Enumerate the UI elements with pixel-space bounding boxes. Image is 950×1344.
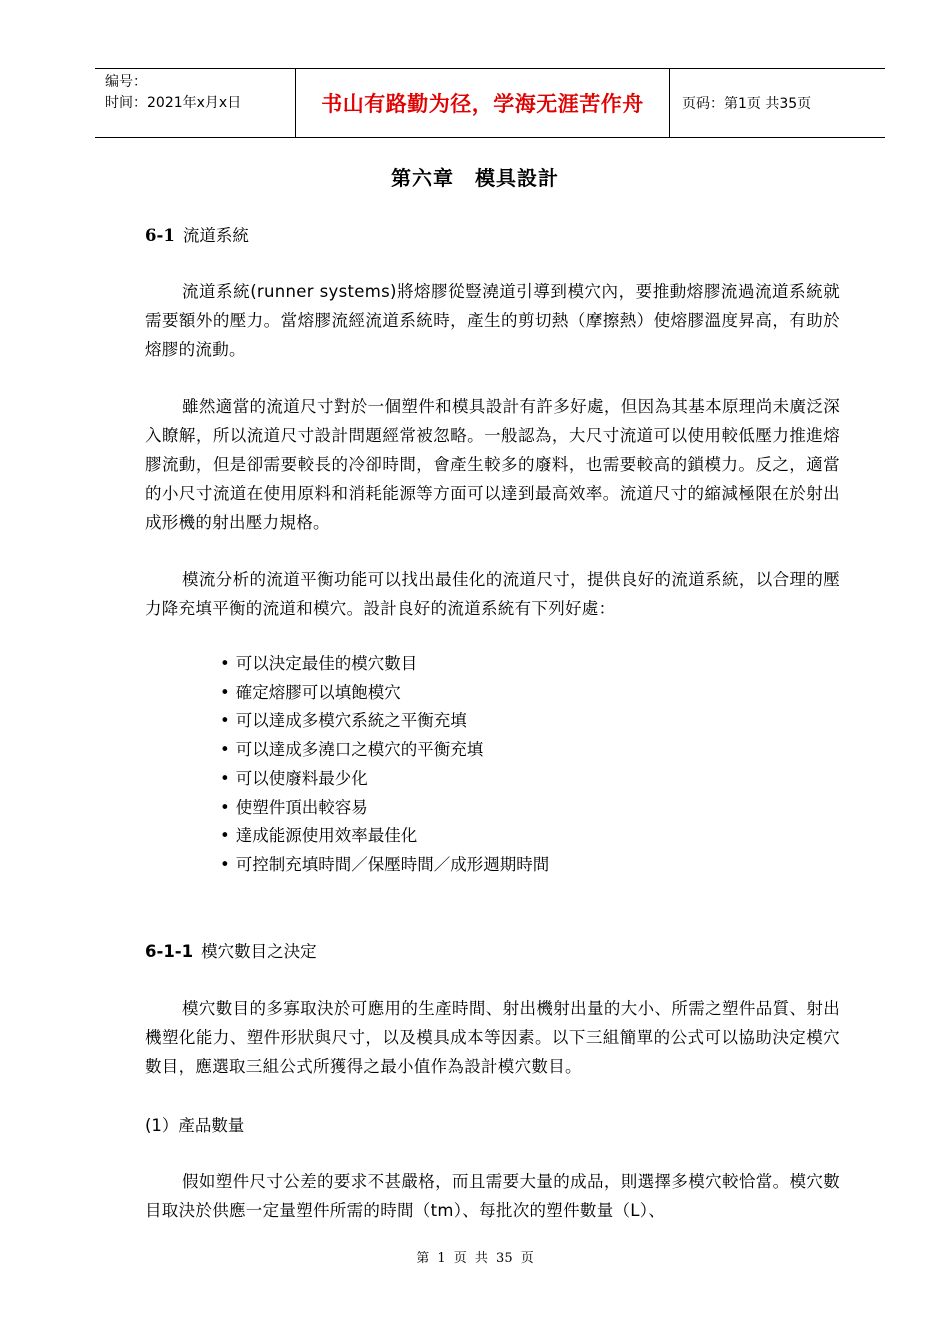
- paragraph-2: 雖然適當的流道尺寸對於一個塑件和模具設計有許多好處，但因為其基本原理尚未廣泛深入瞭解，所以流道尺寸設計問題經常被忽略。一般認為，大尺寸流道可以使用較低壓力推進熔膠流動，但是卻需要較長的冷卻時間，會產生較多的廢料，也需要較高的鎖模力。反之，適當的小尺寸流道在使用原料和消耗能源等方面可以達到最高效率。流道尺寸的縮減極限在於射出成形機的射出壓力規格。: [145, 397, 840, 532]
- section-number: 6-1-1: [145, 942, 194, 961]
- subheading-product-quantity: (1）產品數量: [145, 1116, 245, 1135]
- benefits-list: [220, 650, 549, 880]
- serial-label: 编号：: [105, 74, 147, 90]
- section-title: 模穴數目之決定: [201, 942, 317, 961]
- list-item: • 達成能源使用效率最佳化: [220, 822, 549, 851]
- list-item: • 可控制充填時間／保壓時間／成形週期時間: [220, 851, 549, 880]
- header-motto: 书山有路勤为径，学海无涯苦作舟: [296, 69, 670, 137]
- paragraph-5: 假如塑件尺寸公差的要求不甚嚴格，而且需要大量的成品，則選擇多模穴較恰當。模穴數目取決於供應一定量塑件所需的時間（tm）、每批次的塑件數量（L）、: [145, 1172, 840, 1220]
- section-title: 流道系統: [182, 226, 249, 245]
- list-item: • 可以決定最佳的模穴數目: [220, 650, 549, 679]
- chapter-title: 第六章 模具設計: [391, 166, 559, 190]
- paragraph-4: 模穴數目的多寡取決於可應用的生產時間、射出機射出量的大小、所需之塑件品質、射出機塑化能力、塑件形狀與尺寸，以及模具成本等因素。以下三組簡單的公式可以協助決定模穴數目，應選取三組公式所獲得之最小值作為設計模穴數目。: [145, 999, 840, 1076]
- section-heading-6-1-1: [145, 938, 317, 962]
- paragraph-1: 流道系統(runner systems)將熔膠從豎澆道引導到模穴內，要推動熔膠流過流道系統就需要額外的壓力。當熔膠流經流道系統時，產生的剪切熱（摩擦熱）使熔膠溫度昇高，有助於熔膠的流動。: [145, 282, 840, 359]
- header-table: [95, 68, 885, 138]
- time-label: 时间：2021年x月x日: [105, 95, 242, 111]
- list-item: • 使塑件頂出較容易: [220, 794, 549, 823]
- list-item: • 可以達成多模穴系統之平衡充填: [220, 707, 549, 736]
- list-item: • 可以達成多澆口之模穴的平衡充填: [220, 736, 549, 765]
- header-meta-cell: [95, 69, 296, 137]
- section-heading-6-1: [145, 222, 249, 246]
- section-number: 6-1: [145, 226, 175, 245]
- paragraph-3: 模流分析的流道平衡功能可以找出最佳化的流道尺寸，提供良好的流道系統，以合理的壓力降充填平衡的流道和模穴。設計良好的流道系統有下列好處：: [145, 570, 840, 618]
- list-item: • 可以使廢料最少化: [220, 765, 549, 794]
- page-footer: 第 1 页 共 35 页: [416, 1251, 534, 1266]
- list-item: • 確定熔膠可以填飽模穴: [220, 679, 549, 708]
- header-page-code: 页码：第1页 共35页: [682, 96, 812, 112]
